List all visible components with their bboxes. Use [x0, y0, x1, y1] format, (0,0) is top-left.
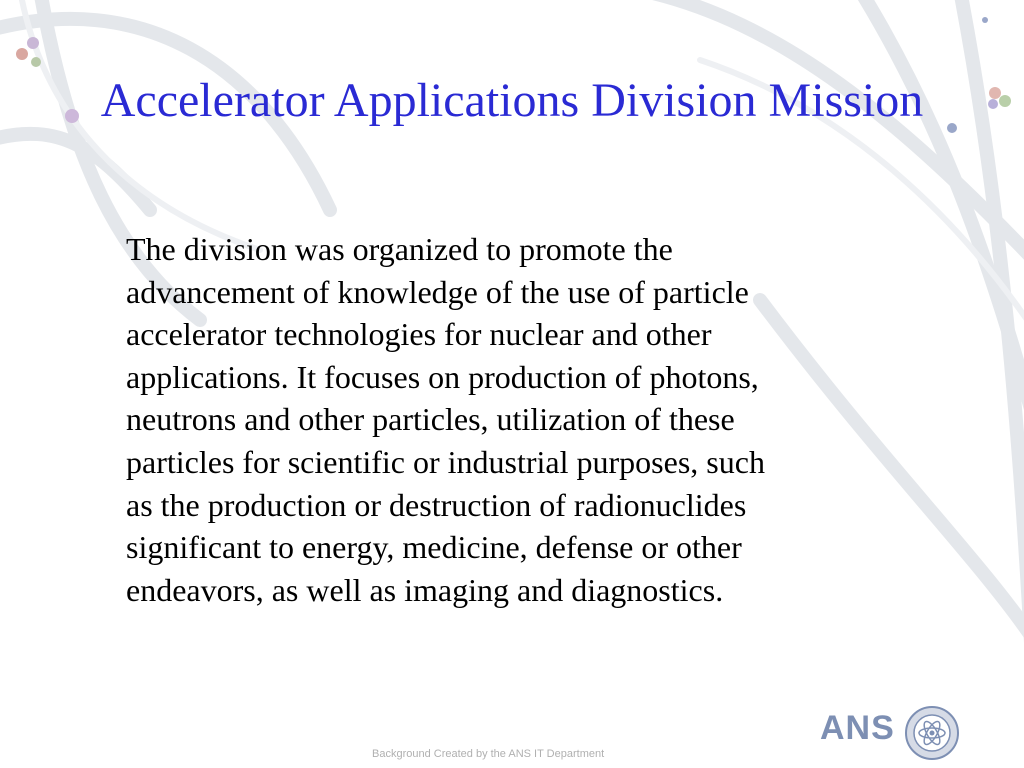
mission-text: The division was organized to promote the advancement of knowledge of the use of particle accelerator technologies for nuclear and other applications. It focuses on production of photons, neutrons and other particles, utilization of these particles for scientific or industrial purposes, such as the production or destruction of radionuclides significant to energy, medicine, defense or other endeavors, as well as imaging and diagnostics.	[126, 231, 765, 608]
slide-title: Accelerator Applications Division Mission	[100, 74, 924, 127]
ans-seal-icon	[904, 705, 960, 761]
ans-logo	[820, 705, 980, 757]
background-credit: Background Created by the ANS IT Department	[372, 748, 605, 760]
ans-logo-text: ANS	[820, 709, 895, 747]
